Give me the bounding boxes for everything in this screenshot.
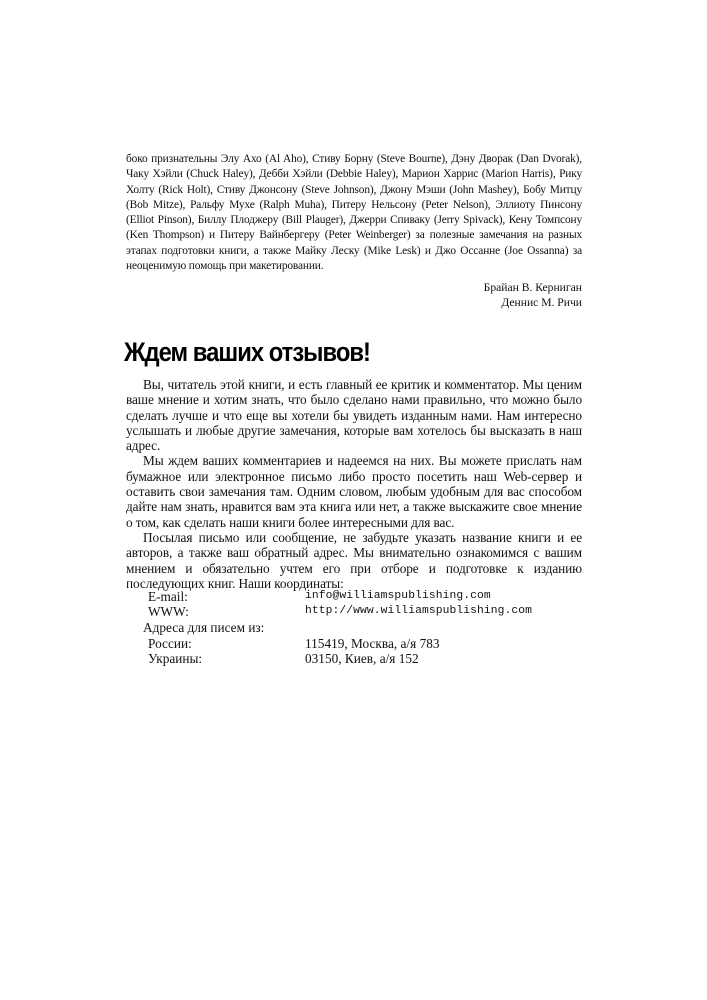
paragraph-2: Мы ждем ваших комментариев и надеемся на них. Вы можете прислать нам бумажное или электронное письмо либо просто посетить наш Web-сервер и оставить свои замечания там. Одним словом, любым удобным для вас способом дайте нам знать, нравится вам эта книга или нет, а также выскажите свое мнение о том, как сделать наши книги более интересными для вас. (126, 453, 582, 530)
www-row (148, 604, 582, 619)
author-signatures (330, 280, 582, 311)
contacts-block (148, 589, 582, 619)
www-value: http://www.williamspublishing.com (305, 605, 533, 617)
www-label: WWW: (148, 604, 189, 619)
acknowledgements-paragraph: боко признательны Элу Ахо (Al Aho), Стиву Борну (Steve Bourne), Дэну Дворак (Dan Dvorak), Чаку Хэйли (Chuck Haley), Дебби Хэйли (Debbie Haley), Марион Харрис (Marion Harris), Рику Холту (Rick Holt), Стиву Джонсону (Steve Johnson), Джону Мэши (John Mashey), Бобу Митцу (Bob Mitze), Ральфу Мухе (Ralph Muha), Питеру Нельсону (Peter Nelson), Эллиоту Пинсону (Elliot Pinson), Биллу Плоджеру (Bill Plauger), Джерри Спиваку (Jerry Spivack), Кену Томпсону (Ken Thompson) и Питеру Вайнбергеру (Peter Weinberger) за полезные замечания на разных этапах подготовки книги, а также Майку Леску (Mike Lesk) и Джо Оссанне (Joe Ossanna) за неоценимую помощь при макетировании. (126, 153, 582, 273)
signature-ritchie: Деннис М. Ричи (501, 296, 582, 310)
section-body (126, 377, 582, 591)
email-value: info@williamspublishing.com (305, 590, 491, 602)
address-value-ukraine: 03150, Киев, а/я 152 (305, 651, 419, 666)
paragraph-3: Посылая письмо или сообщение, не забудьте указать название книги и ее авторов, а также ваш обратный адрес. Мы внимательно ознакомимся с вашим мнением и обязательно учтем его при отборе и подготовке к изданию последующих книг. Наши координаты: (126, 529, 582, 591)
address-country-russia: России: (148, 636, 192, 651)
address-row-russia (148, 636, 582, 651)
email-row (148, 589, 582, 604)
paragraph-1: Вы, читатель этой книги, и есть главный ее критик и комментатор. Мы ценим ваше мнение и хотим знать, что было сделано нами правильно, что можно было сделать лучше и что еще вы хотели бы увидеть изданным нами. Нам интересно услышать и любые другие замечания, которые вам хотелось бы высказать в наш адрес. (126, 377, 582, 454)
email-label: E-mail: (148, 589, 188, 604)
address-row-ukraine (148, 651, 582, 666)
addresses-block (148, 636, 582, 666)
address-country-ukraine: Украины: (148, 651, 203, 666)
section-heading: Ждем ваших отзывов! (124, 337, 370, 367)
signature-kernighan: Брайан В. Керниган (483, 281, 582, 294)
address-value-russia: 115419, Москва, а/я 783 (305, 636, 440, 651)
addresses-title: Адреса для писем из: (143, 620, 265, 635)
